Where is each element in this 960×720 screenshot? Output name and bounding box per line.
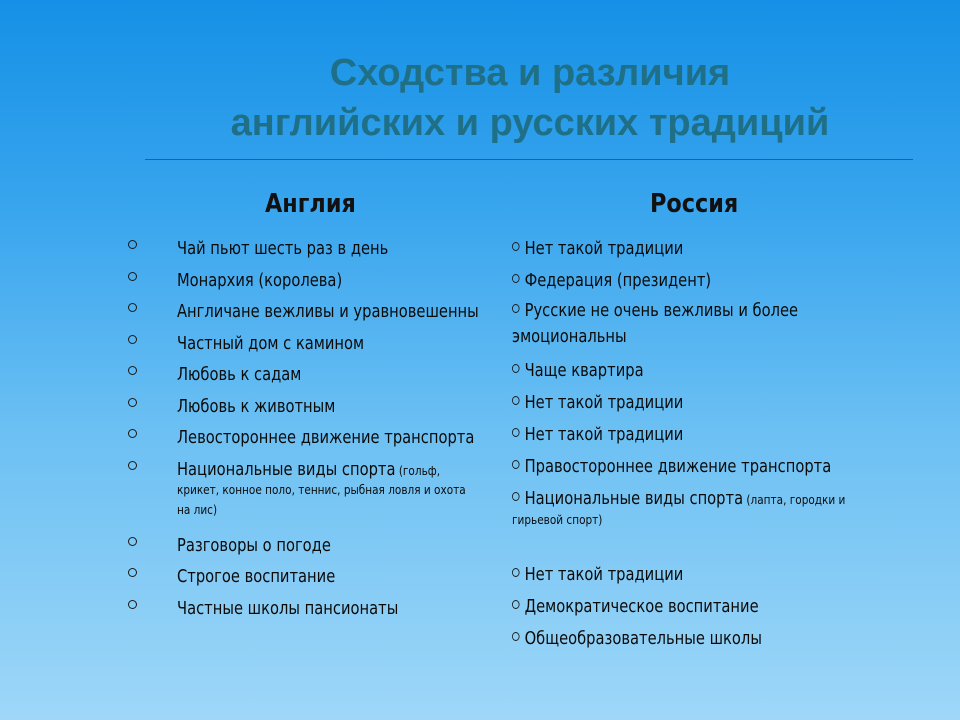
bullet-icon xyxy=(128,303,137,312)
list-item xyxy=(512,484,922,560)
bullet-icon xyxy=(512,460,520,469)
list-item xyxy=(128,266,508,298)
list-item-text: Нет такой традиции xyxy=(524,565,684,585)
bullet-icon xyxy=(512,396,520,405)
list-item xyxy=(128,360,508,392)
list-item-text: Левостороннее движение транспорта xyxy=(177,428,475,448)
list-item-text: Частный дом с камином xyxy=(177,333,365,354)
bullet-icon xyxy=(128,240,137,249)
list-item-text: Англичане вежливы и уравновешенны xyxy=(177,302,479,322)
bullet-icon xyxy=(512,632,520,641)
list-item xyxy=(512,560,922,592)
bullet-icon xyxy=(128,568,137,577)
bullet-icon xyxy=(128,461,137,470)
bullet-icon xyxy=(128,272,137,281)
list-item xyxy=(128,562,508,594)
title-divider xyxy=(145,159,913,160)
list-item-text: Любовь к животным xyxy=(177,396,336,417)
list-item xyxy=(512,356,922,388)
russia-list xyxy=(512,234,922,656)
bullet-icon xyxy=(512,274,520,283)
list-item xyxy=(512,624,922,656)
sport-detail-line-2: гирьевой спорт) xyxy=(512,511,603,527)
title-line-2: английских и русских традиций xyxy=(230,102,830,144)
list-item xyxy=(512,592,922,624)
bullet-icon xyxy=(128,537,137,546)
list-item-text: Разговоры о погоде xyxy=(177,535,331,556)
bullet-icon xyxy=(512,492,520,501)
bullet-icon xyxy=(128,600,137,609)
column-header-russia: Россия xyxy=(650,189,739,219)
bullet-icon xyxy=(128,366,137,375)
list-item-text: Правостороннее движение транспорта xyxy=(524,457,832,477)
bullet-icon xyxy=(512,304,520,313)
list-item xyxy=(128,594,508,626)
england-list xyxy=(128,234,508,625)
list-item xyxy=(128,329,508,361)
list-item-text: Строгое воспитание xyxy=(177,567,336,587)
list-item-text: Нет такой традиции xyxy=(524,425,684,445)
list-item-text: Чаще квартира xyxy=(524,361,644,381)
title-line-1: Сходства и различия xyxy=(329,52,731,94)
list-item xyxy=(128,455,508,531)
list-item xyxy=(128,392,508,424)
sport-detail-line-2: крикет, конное поло, теннис, рыбная ловля и охота xyxy=(177,482,466,497)
list-item-text: Чай пьют шесть раз в день xyxy=(177,239,389,259)
list-item xyxy=(512,298,922,356)
list-item xyxy=(512,266,922,298)
column-header-england: Англия xyxy=(265,189,356,219)
bullet-icon xyxy=(128,398,137,407)
list-item-text: Любовь к садам xyxy=(177,365,302,385)
bullet-icon xyxy=(128,429,137,438)
list-item xyxy=(512,388,922,420)
list-item xyxy=(128,531,508,563)
list-item xyxy=(512,420,922,452)
bullet-icon xyxy=(512,428,520,437)
page-title xyxy=(145,48,915,148)
bullet-icon xyxy=(512,364,520,373)
bullet-icon xyxy=(512,600,520,609)
list-item-text: Русские не очень вежливы и более xyxy=(524,301,799,321)
sport-label: Национальные виды спорта xyxy=(524,489,744,509)
list-item xyxy=(512,452,922,484)
list-item-text: Федерация (президент) xyxy=(524,271,712,291)
bullet-icon xyxy=(512,242,520,251)
list-item xyxy=(128,297,508,329)
list-item xyxy=(128,423,508,455)
sport-detail: (гольф, xyxy=(395,462,441,478)
list-item-text: Общеобразовательные школы xyxy=(524,629,762,649)
sport-detail-line-3: на лис) xyxy=(177,502,218,517)
list-item-text: Монархия (королева) xyxy=(177,270,343,291)
list-item-text: Нет такой традиции xyxy=(524,239,684,259)
sport-label: Национальные виды спорта xyxy=(177,459,396,480)
bullet-icon xyxy=(512,568,520,577)
list-item xyxy=(128,234,508,266)
sport-detail: (лапта, городки и xyxy=(743,492,846,507)
list-item-text: Нет такой традиции xyxy=(524,393,684,413)
list-item-text: Демократическое воспитание xyxy=(524,597,759,617)
list-item-text-line-2: эмоциональны xyxy=(512,327,627,347)
list-item xyxy=(512,234,922,266)
list-item-text: Частные школы пансионаты xyxy=(177,598,399,619)
bullet-icon xyxy=(128,335,137,344)
